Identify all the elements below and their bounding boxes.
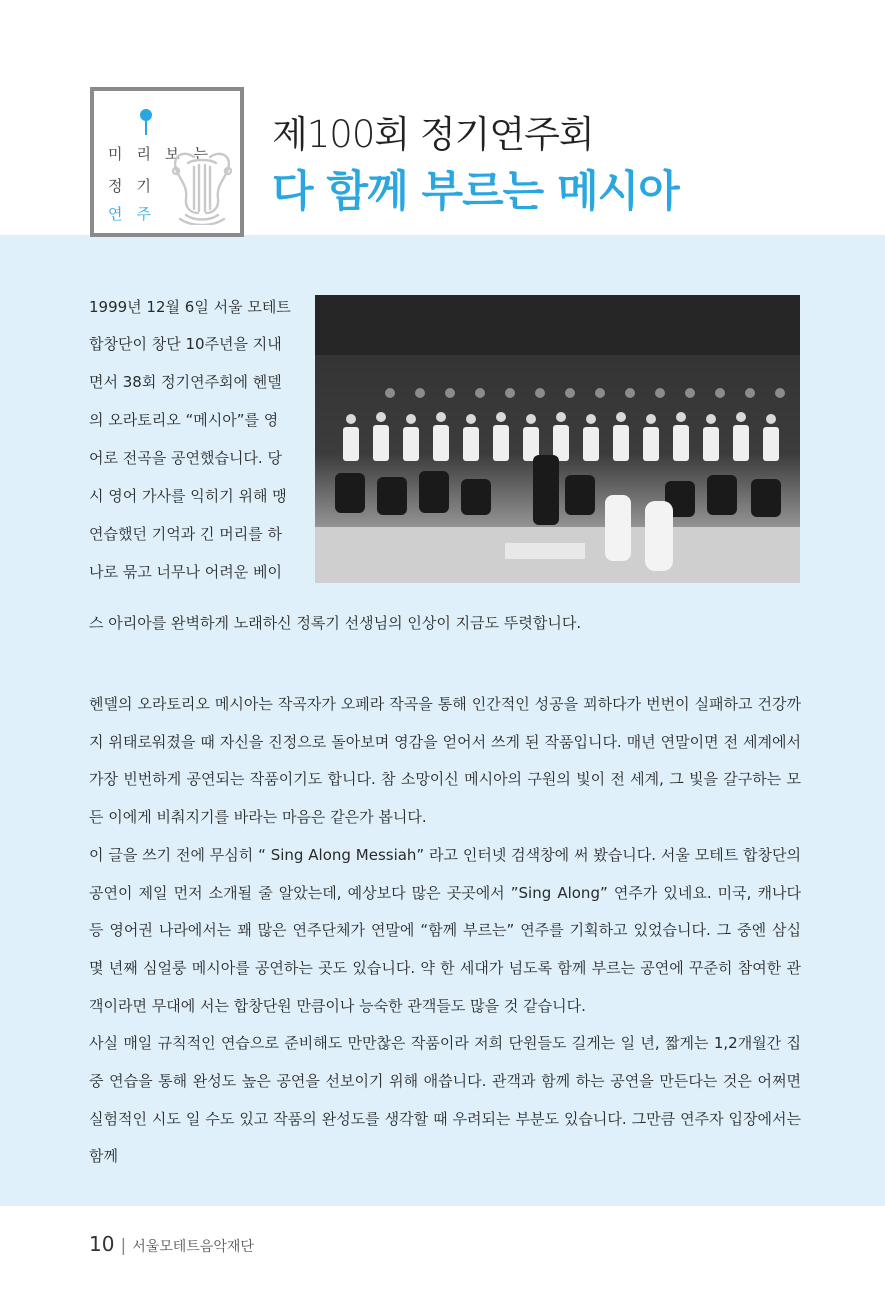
label-line-3: 연주 (108, 205, 165, 223)
footer-separator: | (120, 1236, 127, 1256)
intro-line: 합창단이 창단 10주년을 지내 (89, 335, 282, 353)
body-paragraph: 사실 매일 규칙적인 연습으로 준비해도 만만찮은 작품이라 저희 단원들도 길게는 일 년, 짧게는 1,2개월간 집중 연습을 통해 완성도 높은 공연을 선보이기 위해 애씁니다. 관객과 함께 하는 공연을 만든다는 것은 어쩌면 실험적인 시도 일 수도 있고 작품의 완성도를 생각할 때 우려되는 부분도 있습니다. 그만큼 연주자 입장에서는 함께 (89, 1034, 801, 1166)
concert-number-title: 제100회 정기연주회 (272, 113, 594, 156)
body-paragraph: 이 글을 쓰기 전에 무심히 “ Sing Along Messiah” 라고 인터넷 검색창에 써 봤습니다. 서울 모테트 합창단의 공연이 제일 먼저 소개될 줄 알았는데, 예상보다 많은 곳곳에서 ”Sing Along” 연주가 있네요. 미국, 캐나다 등 영어권 나라에서는 꽤 많은 연주단체가 연말에 “함께 부르는” 연주를 기획하고 있었습니다. 그 중엔 삼십 몇 년째 심얼룽 메시아를 공연하는 곳도 있습니다. 약 한 세대가 넘도록 함께 부르는 공연에 꾸준히 참여한 관객이라면 무대에 서는 합창단원 만큼이나 능숙한 관객들도 많을 것 같습니다. (89, 845, 801, 1015)
intro-line: 스 아리아를 완벽하게 노래하신 정록기 선생님의 인상이 지금도 뚜렷합니다. (89, 614, 582, 632)
lyre-icon (164, 143, 240, 225)
intro-line: 의 오라토리오 “메시아”를 영 (89, 411, 279, 429)
intro-line: 연습했던 기억과 긴 머리를 하 (89, 525, 282, 543)
intro-line: 1999년 12월 6일 서울 모테트 (89, 298, 291, 316)
page-footer (89, 1232, 254, 1256)
label-line-1: 미리보는 (108, 145, 222, 163)
page-header (0, 0, 885, 235)
intro-line: 면서 38회 정기연주회에 헨델 (89, 373, 282, 391)
pin-icon (140, 109, 152, 121)
pin-stem (145, 121, 147, 135)
label-line-2: 정기 (108, 177, 165, 195)
section-label-box (90, 87, 244, 237)
body-paragraph: 헨델의 오라토리오 메시아는 작곡자가 오페라 작곡을 통해 인간적인 성공을 꾀하다가 번번이 실패하고 건강까지 위태로워졌을 때 자신을 진정으로 돌아보며 영감을 얻어서 쓰게 된 작품입니다. 매년 연말이면 전 세계에서 가장 빈번하게 공연되는 작품이기도 합니다. 참 소망이신 메시아의 구원의 빛이 전 세계, 그 빛을 갈구하는 모든 이에게 비춰지기를 바라는 마음은 같은가 봅니다. (89, 695, 801, 827)
page-title: 다 함께 부르는 메시아 (272, 167, 679, 217)
footer-organization: 서울모테트음악재단 (132, 1239, 254, 1255)
article-body (89, 686, 801, 1176)
intro-line: 시 영어 가사를 익히기 위해 맹 (89, 487, 287, 505)
page-number: 10 (89, 1232, 115, 1256)
intro-line: 어로 전곡을 공연했습니다. 당 (89, 449, 282, 467)
concert-photo (315, 295, 800, 583)
intro-line: 나로 묶고 너무나 어려운 베이 (89, 563, 282, 581)
